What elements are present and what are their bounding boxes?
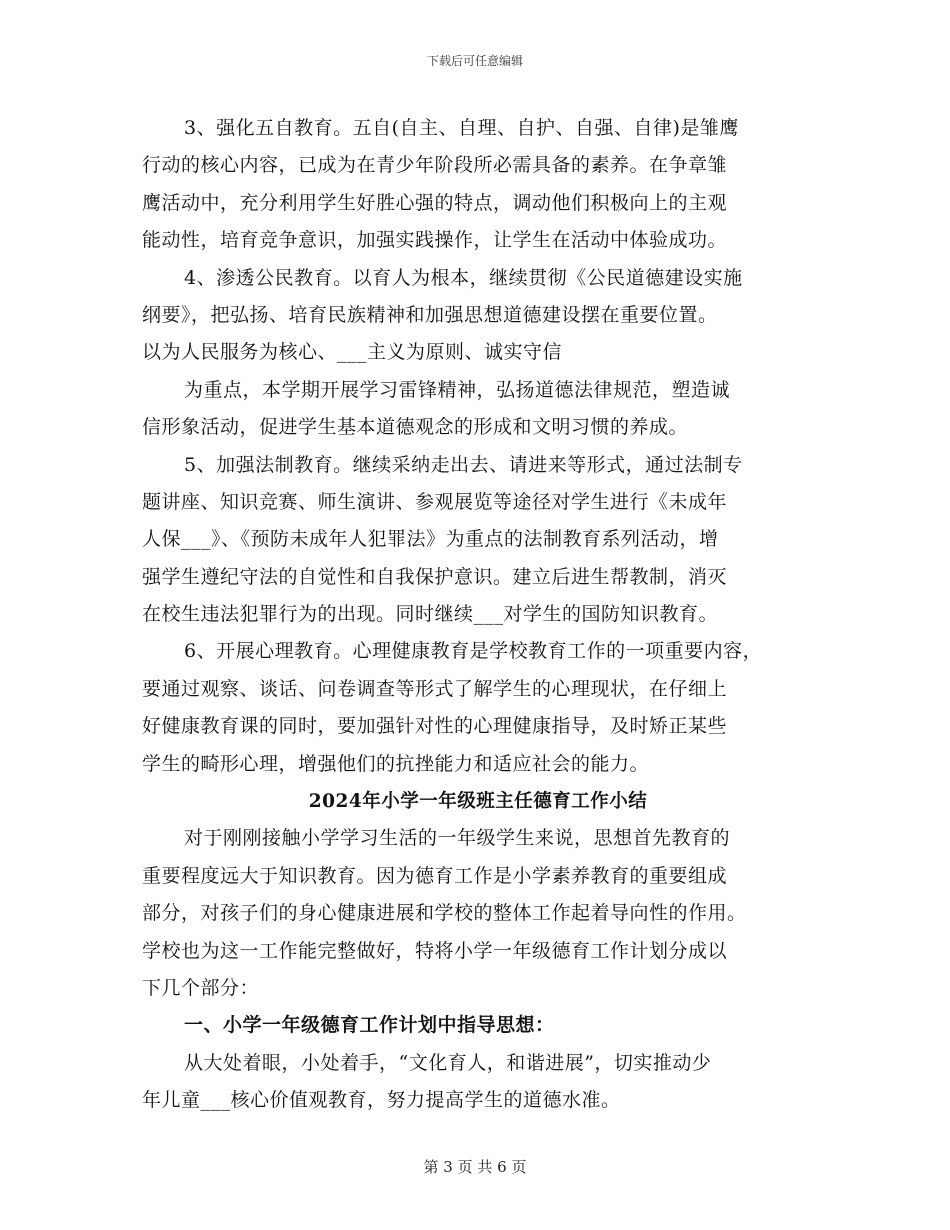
paragraph-line: 重要程度远大于知识教育。因为德育工作是小学素养教育的重要组成 <box>142 864 728 887</box>
paragraph-line: 5、加强法制教育。继续采纳走出去、请进来等形式，通过法制专 <box>184 453 743 476</box>
paragraph-line: 鹰活动中，充分利用学生好胜心强的特点，调动他们积极向上的主观 <box>142 191 728 214</box>
paragraph-line: 能动性，培育竞争意识，加强实践操作，让学生在活动中体验成功。 <box>142 229 728 252</box>
paragraph-line: 要通过观察、谈话、问卷调查等形式了解学生的心理现状，在仔细上 <box>142 677 728 700</box>
paragraph-line: 对于刚刚接触小学学习生活的一年级学生来说，思想首先教育的 <box>184 827 731 850</box>
page-number: 第 3 页 共 6 页 <box>423 1158 527 1176</box>
paragraph-line: 部分，对孩子们的身心健康进展和学校的整体工作起着导向性的作用。 <box>142 902 747 925</box>
section-title: 2024年小学一年级班主任德育工作小结 <box>308 791 648 813</box>
paragraph-line: 题讲座、知识竞赛、师生演讲、参观展览等途径对学生进行《未成年 <box>142 490 728 513</box>
paragraph-line: 好健康教育课的同时，要加强针对性的心理健康指导，及时矫正某些 <box>142 715 728 738</box>
paragraph-line: 6、开展心理教育。心理健康教育是学校教育工作的一项重要内容， <box>184 640 763 663</box>
section-heading: 一、小学一年级德育工作计划中指导思想： <box>184 1014 555 1037</box>
paragraph-line: 学校也为这一工作能完整做好，特将小学一年级德育工作计划分成以 <box>142 939 728 962</box>
paragraph-line: 下几个部分： <box>142 976 260 999</box>
paragraph-line: 3、强化五自教育。五自(自主、自理、自护、自强、自律)是雏鹰 <box>184 117 739 139</box>
paragraph-line: 4、渗透公民教育。以育人为根本，继续贯彻《公民道德建设实施 <box>184 266 743 289</box>
document-body <box>142 110 814 1120</box>
paragraph-line: 学生的畸形心理，增强他们的抗挫能力和适应社会的能力。 <box>142 752 650 775</box>
page-header: 下载后可任意编辑 <box>426 54 523 68</box>
paragraph-line: 行动的核心内容，已成为在青少年阶段所必需具备的素养。在争章雏 <box>142 154 728 177</box>
paragraph-line: 纲要》，把弘扬、培育民族精神和加强思想道德建设摆在重要位置。 <box>142 303 718 326</box>
paragraph-line: 年儿童___核心价值观教育，努力提高学生的道德水准。 <box>142 1089 621 1112</box>
paragraph-line: 人保___》、《预防未成年人犯罪法》为重点的法制教育系列活动，增 <box>142 528 719 551</box>
paragraph-line: 从大处着眼，小处着手，“文化育人，和谐进展”，切实推动少 <box>184 1051 712 1074</box>
paragraph-line: 强学生遵纪守法的自觉性和自我保护意识。建立后进生帮教制，消灭 <box>142 565 728 588</box>
paragraph-line: 信形象活动，促进学生基本道德观念的形成和文明习惯的养成。 <box>142 416 689 439</box>
paragraph-line: 以为人民服务为核心、___主义为原则、诚实守信 <box>142 341 563 364</box>
paragraph-line: 在校生违法犯罪行为的出现。同时继续___对学生的国防知识教育。 <box>142 603 719 626</box>
paragraph-line: 为重点，本学期开展学习雷锋精神，弘扬道德法律规范，塑造诚 <box>184 378 731 401</box>
